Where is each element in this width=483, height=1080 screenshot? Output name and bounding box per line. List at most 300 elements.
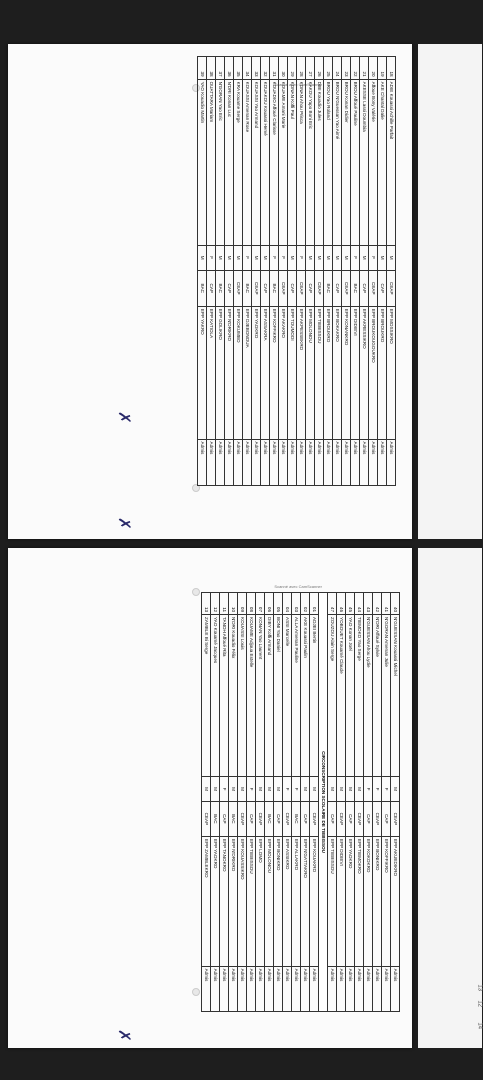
next-page-edge xyxy=(418,44,482,539)
candidate-name: N'DRI Affoué Sylvie xyxy=(373,615,382,777)
candidate-school: EPP MOLONOU xyxy=(306,306,315,439)
candidate-sex: M xyxy=(288,245,297,270)
candidate-result: Admis xyxy=(315,439,324,486)
row-number: 44 xyxy=(355,593,364,615)
candidate-result: Admis xyxy=(351,439,360,486)
candidate-result: Admis xyxy=(270,439,279,486)
candidate-diploma: CEAP xyxy=(369,270,378,306)
candidate-school: EPP BROUKOUGOUKRO xyxy=(369,306,378,439)
candidate-school: EPP KOFFIKRO xyxy=(270,306,279,439)
row-number: 07 xyxy=(256,593,265,615)
candidate-result: Admis xyxy=(247,966,256,1011)
candidate-school: EPP YAOKRO xyxy=(346,836,355,966)
candidate-result: Admis xyxy=(355,966,364,1011)
row-number: 39 xyxy=(198,57,207,80)
candidate-school: EPP TIEBISSOU xyxy=(315,306,324,439)
candidate-sex: M xyxy=(234,245,243,270)
candidate-diploma: CEAP xyxy=(355,801,364,836)
row-number: 28 xyxy=(297,57,306,80)
candidate-sex: F xyxy=(243,245,252,270)
candidate-name: KOUADIO Affoué Clarisse xyxy=(270,79,279,245)
candidate-result: Admis xyxy=(288,439,297,486)
candidate-name: ASSI Marcelle xyxy=(283,615,292,777)
candidate-school: EPP TIEBISSOU xyxy=(328,836,337,966)
candidate-school: EPP TIEBISSOU xyxy=(247,836,256,966)
candidate-result: Admis xyxy=(198,439,207,486)
candidate-school: EPP TOUMODI xyxy=(288,306,297,439)
candidate-school: EPP KONANKRO xyxy=(342,306,351,439)
candidate-school: EPP GOLIKRO xyxy=(216,306,225,439)
candidate-diploma: CEAP xyxy=(391,801,400,836)
candidate-sex: M xyxy=(391,777,400,802)
candidate-diploma: CEAP xyxy=(373,801,382,836)
candidate-diploma: CAP xyxy=(364,801,373,836)
row-number: 06 xyxy=(265,593,274,615)
candidate-diploma: CAP xyxy=(306,270,315,306)
candidate-school: EPP ASSAKRA xyxy=(261,306,270,439)
table-row xyxy=(360,57,369,486)
candidate-result: Admis xyxy=(373,966,382,1011)
table-row xyxy=(373,593,382,1012)
candidate-diploma: BAC xyxy=(324,270,333,306)
row-number: 43 xyxy=(364,593,373,615)
candidate-diploma: CAP xyxy=(207,270,216,306)
row-number: 34 xyxy=(243,57,252,80)
candidate-sex: F xyxy=(382,777,391,802)
candidate-name: ZOUZOU Alain Serge xyxy=(328,615,337,777)
candidate-name: ALLA Amenan Pauline xyxy=(292,615,301,777)
candidate-diploma: BAC xyxy=(216,270,225,306)
candidate-result: Admis xyxy=(292,966,301,1011)
row-number: 38 xyxy=(207,57,216,80)
row-number: 24 xyxy=(333,57,342,80)
row-number: 40 xyxy=(391,593,400,615)
candidate-sex: F xyxy=(297,245,306,270)
row-number: 31 xyxy=(270,57,279,80)
candidate-diploma: CAP xyxy=(378,270,387,306)
candidate-name: TANOH Affoué Rita xyxy=(220,615,229,777)
row-number: 26 xyxy=(315,57,324,80)
rotated-table-page-1 xyxy=(197,56,396,486)
candidate-result: Admis xyxy=(333,439,342,486)
candidate-sex: F xyxy=(283,777,292,802)
candidate-name: DIBI Kouadio Jules xyxy=(315,79,324,245)
row-number: 10 xyxy=(229,593,238,615)
punch-hole xyxy=(192,588,200,596)
candidate-name: BROU N'Guessan Yao Aimé xyxy=(333,79,342,245)
candidate-school: EPP BONIKRO xyxy=(274,836,283,966)
candidate-name: N'DRI Konan Luc xyxy=(225,79,234,245)
candidate-name: KONAN Ahou Prisca xyxy=(297,79,306,245)
section-title: CIRCONSCRIPTION SCOLAIRE DE TIEBISSOU xyxy=(319,593,328,1012)
candidate-school: EPP YAOKRO xyxy=(211,836,220,966)
candidate-result: Admis xyxy=(306,439,315,486)
candidate-diploma: CAP xyxy=(346,801,355,836)
candidate-result: Admis xyxy=(207,439,216,486)
table-row xyxy=(283,593,292,1012)
candidate-diploma: CEAP xyxy=(315,270,324,306)
candidate-sex: M xyxy=(265,777,274,802)
candidate-name: KOUASSI Louis xyxy=(238,615,247,777)
row-number: 22 xyxy=(351,57,360,80)
candidate-result: Admis xyxy=(378,439,387,486)
candidate-sex: M xyxy=(238,777,247,802)
candidate-diploma: CAP xyxy=(333,270,342,306)
row-number: 29 xyxy=(288,57,297,80)
table-row xyxy=(270,57,279,486)
candidate-name: N'GUESSAN Kouassi Michel xyxy=(391,615,400,777)
candidate-diploma: BAC xyxy=(292,801,301,836)
signature-mark: ✗ xyxy=(115,410,135,425)
candidate-sex: M xyxy=(328,777,337,802)
candidate-diploma: BAC xyxy=(265,801,274,836)
candidate-name: N'GORAN Amenan Julie xyxy=(382,615,391,777)
candidate-result: Admis xyxy=(256,966,265,1011)
candidate-name: N'DRI Kouadio Félix xyxy=(229,615,238,777)
table-row xyxy=(279,57,288,486)
candidate-sex: M xyxy=(333,245,342,270)
candidate-diploma: CEAP xyxy=(387,270,396,306)
candidate-result: Admis xyxy=(283,966,292,1011)
candidate-name: AKE Kouassi Paulin xyxy=(301,615,310,777)
candidate-result: Admis xyxy=(369,439,378,486)
candidate-diploma: CEAP xyxy=(252,270,261,306)
results-table xyxy=(201,592,400,1012)
candidate-result: Admis xyxy=(310,966,319,1011)
table-row xyxy=(315,57,324,486)
candidate-diploma: CEAP xyxy=(297,270,306,306)
candidate-sex: M xyxy=(229,777,238,802)
candidate-school: EPP DJEBONOUA xyxy=(243,306,252,439)
candidate-school: EPP AKRESSIKRO xyxy=(360,306,369,439)
candidate-name: ADJEI Bertin xyxy=(310,615,319,777)
candidate-diploma: CAP xyxy=(360,270,369,306)
candidate-name: YOBOUET Kouamé Claude xyxy=(337,615,346,777)
table-row xyxy=(301,593,310,1012)
candidate-name: BROU Konan Didier xyxy=(342,79,351,245)
candidate-name: AKESSE Lassi Doumbia xyxy=(360,79,369,245)
table-row xyxy=(333,57,342,486)
candidate-result: Admis xyxy=(229,966,238,1011)
candidate-diploma: CEAP xyxy=(283,801,292,836)
candidate-diploma: CEAP xyxy=(234,270,243,306)
table-row xyxy=(387,57,396,486)
row-number: 21 xyxy=(360,57,369,80)
candidate-school: EPP MOSSIKRO xyxy=(387,306,396,439)
row-number: 23 xyxy=(342,57,351,80)
candidate-school: EPP DIDIEVI xyxy=(351,306,360,439)
candidate-name: ZAMBLE Bi Serge xyxy=(202,615,211,777)
candidate-diploma: CEAP xyxy=(279,270,288,306)
candidate-sex: F xyxy=(369,245,378,270)
candidate-result: Admis xyxy=(216,439,225,486)
candidate-sex: M xyxy=(337,777,346,802)
candidate-school: EPP KOFFIKRO xyxy=(382,836,391,966)
table-row xyxy=(252,57,261,486)
row-number: 36 xyxy=(225,57,234,80)
candidate-result: Admis xyxy=(234,439,243,486)
candidate-sex: M xyxy=(315,245,324,270)
candidate-name: KOUAME Amani Marie xyxy=(279,79,288,245)
candidate-school: EPP AKPESSEKRO xyxy=(297,306,306,439)
candidate-diploma: BAC xyxy=(211,801,220,836)
candidate-school: EPP TIEMOKRO xyxy=(355,836,364,966)
table-row xyxy=(324,57,333,486)
candidate-school: EPP TANOKRO xyxy=(220,836,229,966)
results-table xyxy=(197,56,396,486)
candidate-sex: M xyxy=(225,245,234,270)
candidate-school: EPP ALLAKRO xyxy=(292,836,301,966)
row-number: 30 xyxy=(279,57,288,80)
candidate-school: EPP KATIOLA xyxy=(207,306,216,439)
candidate-result: Admis xyxy=(328,966,337,1011)
row-number: 04 xyxy=(283,593,292,615)
row-number: 05 xyxy=(274,593,283,615)
row-number: 03 xyxy=(292,593,301,615)
candidate-result: Admis xyxy=(265,966,274,1011)
candidate-school: EPP BROUKRO xyxy=(378,306,387,439)
candidate-diploma: BAC xyxy=(243,270,252,306)
candidate-school: EPP KOUAKRO xyxy=(310,836,319,966)
candidate-school: EPP KOUASSIKRO xyxy=(238,836,247,966)
candidate-sex: M xyxy=(301,777,310,802)
candidate-sex: F xyxy=(270,245,279,270)
candidate-result: Admis xyxy=(342,439,351,486)
candidate-sex: M xyxy=(202,777,211,802)
candidate-name: KONAN Koffi Paul xyxy=(288,79,297,245)
row-number: 19 xyxy=(378,57,387,80)
candidate-name: KAKOU Yapo Boni Eric xyxy=(306,79,315,245)
table-row xyxy=(274,593,283,1012)
table-row xyxy=(378,57,387,486)
candidate-sex: M xyxy=(216,245,225,270)
row-number: 35 xyxy=(234,57,243,80)
row-number: 09 xyxy=(238,593,247,615)
candidate-name: BROU Yao Roland xyxy=(324,79,333,245)
candidate-diploma: CEAP xyxy=(342,270,351,306)
candidate-school: EPP N'DRIKRO xyxy=(225,306,234,439)
candidate-diploma: CAP xyxy=(328,801,337,836)
scan-caption: Scanné avec CamScanner xyxy=(274,584,322,589)
candidate-diploma: CEAP xyxy=(337,801,346,836)
rotated-table-page-2 xyxy=(201,592,400,1012)
candidate-school: EPP LOMO xyxy=(256,836,265,966)
candidate-sex: M xyxy=(256,777,265,802)
candidate-diploma: CEAP xyxy=(238,801,247,836)
table-row xyxy=(369,57,378,486)
candidate-sex: M xyxy=(252,245,261,270)
candidate-result: Admis xyxy=(297,439,306,486)
candidate-name: AKE Chantal Dalie xyxy=(378,79,387,245)
row-number: 25 xyxy=(324,57,333,80)
candidate-diploma: CAP xyxy=(288,270,297,306)
table-row xyxy=(261,57,270,486)
table-row xyxy=(216,57,225,486)
signature-mark: ✗ xyxy=(115,1028,135,1043)
candidate-result: Admis xyxy=(261,439,270,486)
candidate-sex: F xyxy=(292,777,301,802)
table-row xyxy=(364,593,373,1012)
candidate-result: Admis xyxy=(238,966,247,1011)
row-number: 12 xyxy=(211,593,220,615)
table-row xyxy=(207,57,216,486)
candidate-result: Admis xyxy=(274,966,283,1011)
candidate-diploma: CEAP xyxy=(310,801,319,836)
table-row xyxy=(211,593,220,1012)
row-number: 11 xyxy=(220,593,229,615)
row-number: 01 xyxy=(310,593,319,615)
candidate-result: Admis xyxy=(220,966,229,1011)
row-number: 41 xyxy=(382,593,391,615)
row-number: 47 xyxy=(328,593,337,615)
candidate-diploma: BAC xyxy=(198,270,207,306)
table-row xyxy=(198,57,207,486)
table-row xyxy=(265,593,274,1012)
candidate-school: EPP AKAKRO xyxy=(279,306,288,439)
table-row xyxy=(229,593,238,1012)
candidate-diploma: CAP xyxy=(220,801,229,836)
candidate-sex: F xyxy=(364,777,373,802)
candidate-name: KONAN Yao Laurent xyxy=(256,615,265,777)
candidate-school: EPP BROUKRO xyxy=(324,306,333,439)
candidate-school: EPP DIDIEVI xyxy=(337,836,346,966)
candidate-result: Admis xyxy=(346,966,355,1011)
candidate-sex: M xyxy=(387,245,396,270)
edge-row-number: 13 xyxy=(477,984,483,991)
table-row xyxy=(234,57,243,486)
candidate-result: Admis xyxy=(202,966,211,1011)
candidate-name: TIEMOKO Yao Serge xyxy=(355,615,364,777)
candidate-diploma: CEAP xyxy=(202,801,211,836)
candidate-name: YAO Kouamé Jacques xyxy=(211,615,220,777)
candidate-school: EPP ASSIKRO xyxy=(283,836,292,966)
candidate-sex: M xyxy=(342,245,351,270)
candidate-result: Admis xyxy=(211,966,220,1011)
candidate-sex: M xyxy=(310,777,319,802)
candidate-diploma: CAP xyxy=(382,801,391,836)
table-row xyxy=(342,57,351,486)
candidate-name: N'GORAN Yao Eric xyxy=(216,79,225,245)
table-row xyxy=(225,57,234,486)
table-row xyxy=(355,593,364,1012)
candidate-sex: F xyxy=(247,777,256,802)
candidate-school: EPP YAKRO xyxy=(198,306,207,439)
row-number: 02 xyxy=(301,593,310,615)
candidate-sex: F xyxy=(207,245,216,270)
candidate-name: ADIE Kouassi Achille Parfait xyxy=(387,79,396,245)
candidate-sex: M xyxy=(355,777,364,802)
candidate-sex: M xyxy=(261,245,270,270)
candidate-name: BROU Affoué Pauline xyxy=(351,79,360,245)
candidate-name: KOUASSI Yao Armand xyxy=(252,79,261,245)
candidate-name: YAO Kouadio Martin xyxy=(198,79,207,245)
candidate-result: Admis xyxy=(301,966,310,1011)
table-row xyxy=(243,57,252,486)
candidate-school: EPP ZAMBLEKRO xyxy=(202,836,211,966)
row-number: 32 xyxy=(261,57,270,80)
candidate-diploma: CAP xyxy=(301,801,310,836)
candidate-school: EPP N'GATTAKRO xyxy=(301,836,310,966)
candidate-diploma: CAP xyxy=(247,801,256,836)
table-row xyxy=(247,593,256,1012)
table-row xyxy=(310,593,319,1012)
scan-caption: Scanné avec CamScanner xyxy=(274,82,322,87)
candidate-result: Admis xyxy=(324,439,333,486)
table-row xyxy=(238,593,247,1012)
table-row xyxy=(288,57,297,486)
candidate-result: Admis xyxy=(360,439,369,486)
candidate-name: KOUAKOU Kouassi Hervé xyxy=(261,79,270,245)
candidate-sex: F xyxy=(351,245,360,270)
candidate-sex: M xyxy=(346,777,355,802)
candidate-sex: F xyxy=(279,245,288,270)
table-row xyxy=(351,57,360,486)
next-page-edge xyxy=(418,548,482,1048)
candidate-diploma: BAC xyxy=(351,270,360,306)
candidate-name: KOUASSI Amenan Rose xyxy=(243,79,252,245)
candidate-name: DIBY Koffi Armand xyxy=(265,615,274,777)
row-number: 27 xyxy=(306,57,315,80)
candidate-school: EPP YAOKRO xyxy=(252,306,261,439)
section-header-row xyxy=(319,593,328,1012)
candidate-school: EPP AKUEDIKRO xyxy=(391,836,400,966)
candidate-diploma: BAC xyxy=(270,270,279,306)
table-row xyxy=(256,593,265,1012)
table-row xyxy=(382,593,391,1012)
candidate-result: Admis xyxy=(387,439,396,486)
table-row xyxy=(328,593,337,1012)
candidate-diploma: CAP xyxy=(274,801,283,836)
candidate-result: Admis xyxy=(252,439,261,486)
candidate-result: Admis xyxy=(364,966,373,1011)
candidate-result: Admis xyxy=(279,439,288,486)
candidate-name: KOUAME Adjoua Estelle xyxy=(247,615,256,777)
candidate-name: BONI Yao Daniel xyxy=(274,615,283,777)
row-number: 18 xyxy=(387,57,396,80)
candidate-name: KRA Kouame Serge xyxy=(234,79,243,245)
table-row xyxy=(306,57,315,486)
candidate-sex: M xyxy=(306,245,315,270)
signature-mark: ✗ xyxy=(115,516,135,531)
candidate-school: EPP KOKOKRO xyxy=(364,836,373,966)
candidate-diploma: CAP xyxy=(261,270,270,306)
candidate-name: YAO Konan Joël xyxy=(346,615,355,777)
candidate-diploma: CEAP xyxy=(256,801,265,836)
candidate-sex: M xyxy=(324,245,333,270)
table-row xyxy=(391,593,400,1012)
row-number: 08 xyxy=(247,593,256,615)
candidate-diploma: CAP xyxy=(225,270,234,306)
row-number: 13 xyxy=(202,593,211,615)
candidate-diploma: BAC xyxy=(229,801,238,836)
table-row xyxy=(202,593,211,1012)
candidate-result: Admis xyxy=(391,966,400,1011)
edge-row-number: 14 xyxy=(477,1022,483,1029)
candidate-name: OUATTARA Mariam xyxy=(207,79,216,245)
table-row xyxy=(346,593,355,1012)
candidate-result: Admis xyxy=(243,439,252,486)
candidate-school: EPP KOKUMBO xyxy=(234,306,243,439)
candidate-sex: M xyxy=(360,245,369,270)
edge-row-number: 12 xyxy=(477,1000,483,1007)
punch-hole xyxy=(192,988,200,996)
candidate-sex: M xyxy=(274,777,283,802)
row-number: 37 xyxy=(216,57,225,80)
candidate-sex: F xyxy=(373,777,382,802)
table-row xyxy=(337,593,346,1012)
row-number: 33 xyxy=(252,57,261,80)
candidate-sex: M xyxy=(198,245,207,270)
